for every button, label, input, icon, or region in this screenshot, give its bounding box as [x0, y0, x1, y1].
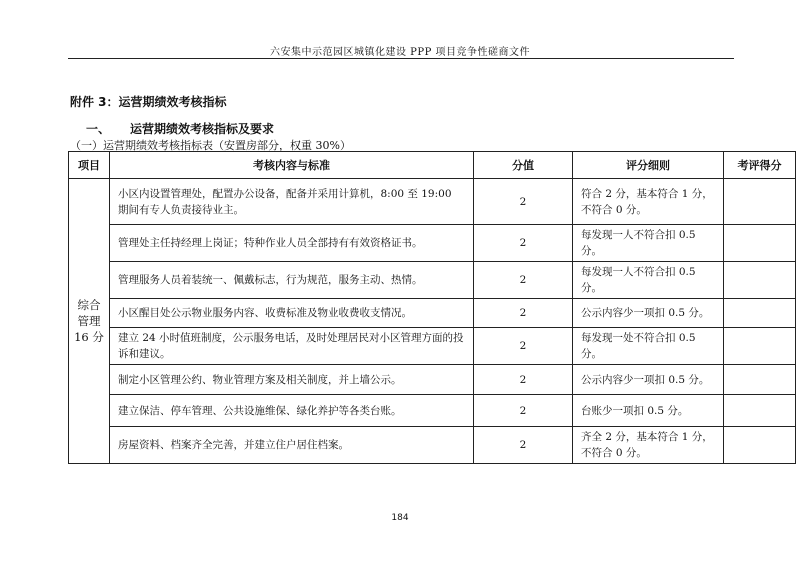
score-value: 2 — [474, 262, 573, 299]
criteria-content: 小区醒目处公示物业服务内容、收费标准及物业收费收支情况。 — [110, 299, 474, 328]
group-label-line: 16 分 — [74, 330, 104, 344]
score-value: 2 — [474, 328, 573, 365]
criteria-content: 管理服务人员着装统一、佩戴标志，行为规范，服务主动、热情。 — [110, 262, 474, 299]
rating-cell — [724, 395, 796, 427]
table-row — [69, 328, 796, 365]
rating-cell — [724, 179, 796, 225]
appendix-title: 附件 3：运营期绩效考核指标 — [70, 95, 227, 109]
section-heading — [86, 120, 274, 137]
table-row — [69, 365, 796, 395]
score-value: 2 — [474, 395, 573, 427]
table-row — [69, 427, 796, 464]
document-header: 六安集中示范园区城镇化建设 PPP 项目竞争性磋商文件 — [269, 47, 531, 58]
criteria-content: 建立 24 小时值班制度，公示服务电话，及时处理居民对小区管理方面的投诉和建议。 — [110, 328, 474, 365]
page-number: 184 — [391, 513, 409, 523]
column-header-rating: 考评得分 — [724, 152, 796, 179]
section-number: 一、 — [86, 122, 111, 136]
group-label-line: 综合 — [77, 298, 101, 312]
column-header-detail: 评分细则 — [573, 152, 724, 179]
table-row — [69, 225, 796, 262]
group-label-line: 管理 — [77, 314, 101, 328]
criteria-content: 制定小区管理公约、物业管理方案及相关制度，并上墙公示。 — [110, 365, 474, 395]
rating-cell — [724, 365, 796, 395]
group-label — [69, 179, 110, 464]
table-row — [69, 299, 796, 328]
performance-table — [68, 151, 796, 464]
criteria-content: 建立保洁、停车管理、公共设施维保、绿化养护等各类台账。 — [110, 395, 474, 427]
header-divider — [68, 58, 734, 59]
score-value: 2 — [474, 299, 573, 328]
scoring-detail: 每发现一人不符合扣 0.5 分。 — [573, 262, 724, 299]
scoring-detail: 符合 2 分，基本符合 1 分，不符合 0 分。 — [573, 179, 724, 225]
section-title: 运营期绩效考核指标及要求 — [130, 122, 275, 136]
score-value: 2 — [474, 179, 573, 225]
scoring-detail: 齐全 2 分，基本符合 1 分，不符合 0 分。 — [573, 427, 724, 464]
rating-cell — [724, 427, 796, 464]
table-row — [69, 395, 796, 427]
table-header-row — [69, 152, 796, 179]
score-value: 2 — [474, 365, 573, 395]
scoring-detail: 公示内容少一项扣 0.5 分。 — [573, 365, 724, 395]
rating-cell — [724, 328, 796, 365]
column-header-content: 考核内容与标准 — [110, 152, 474, 179]
scoring-detail: 每发现一处不符合扣 0.5 分。 — [573, 328, 724, 365]
table-row — [69, 179, 796, 225]
criteria-content: 房屋资料、档案齐全完善，并建立住户居住档案。 — [110, 427, 474, 464]
table-row — [69, 262, 796, 299]
score-value: 2 — [474, 225, 573, 262]
criteria-content: 小区内设置管理处，配置办公设备，配备并采用计算机，8:00 至 19:00 期间有专人负责接待业主。 — [110, 179, 474, 225]
table-caption: （一）运营期绩效考核指标表（安置房部分，权重 30%） — [70, 139, 351, 152]
criteria-content: 管理处主任持经理上岗证；特种作业人员全部持有有效资格证书。 — [110, 225, 474, 262]
scoring-detail: 公示内容少一项扣 0.5 分。 — [573, 299, 724, 328]
scoring-detail: 台账少一项扣 0.5 分。 — [573, 395, 724, 427]
rating-cell — [724, 262, 796, 299]
column-header-score: 分值 — [474, 152, 573, 179]
scoring-detail: 每发现一人不符合扣 0.5 分。 — [573, 225, 724, 262]
rating-cell — [724, 225, 796, 262]
column-header-item: 项目 — [69, 152, 110, 179]
rating-cell — [724, 299, 796, 328]
score-value: 2 — [474, 427, 573, 464]
